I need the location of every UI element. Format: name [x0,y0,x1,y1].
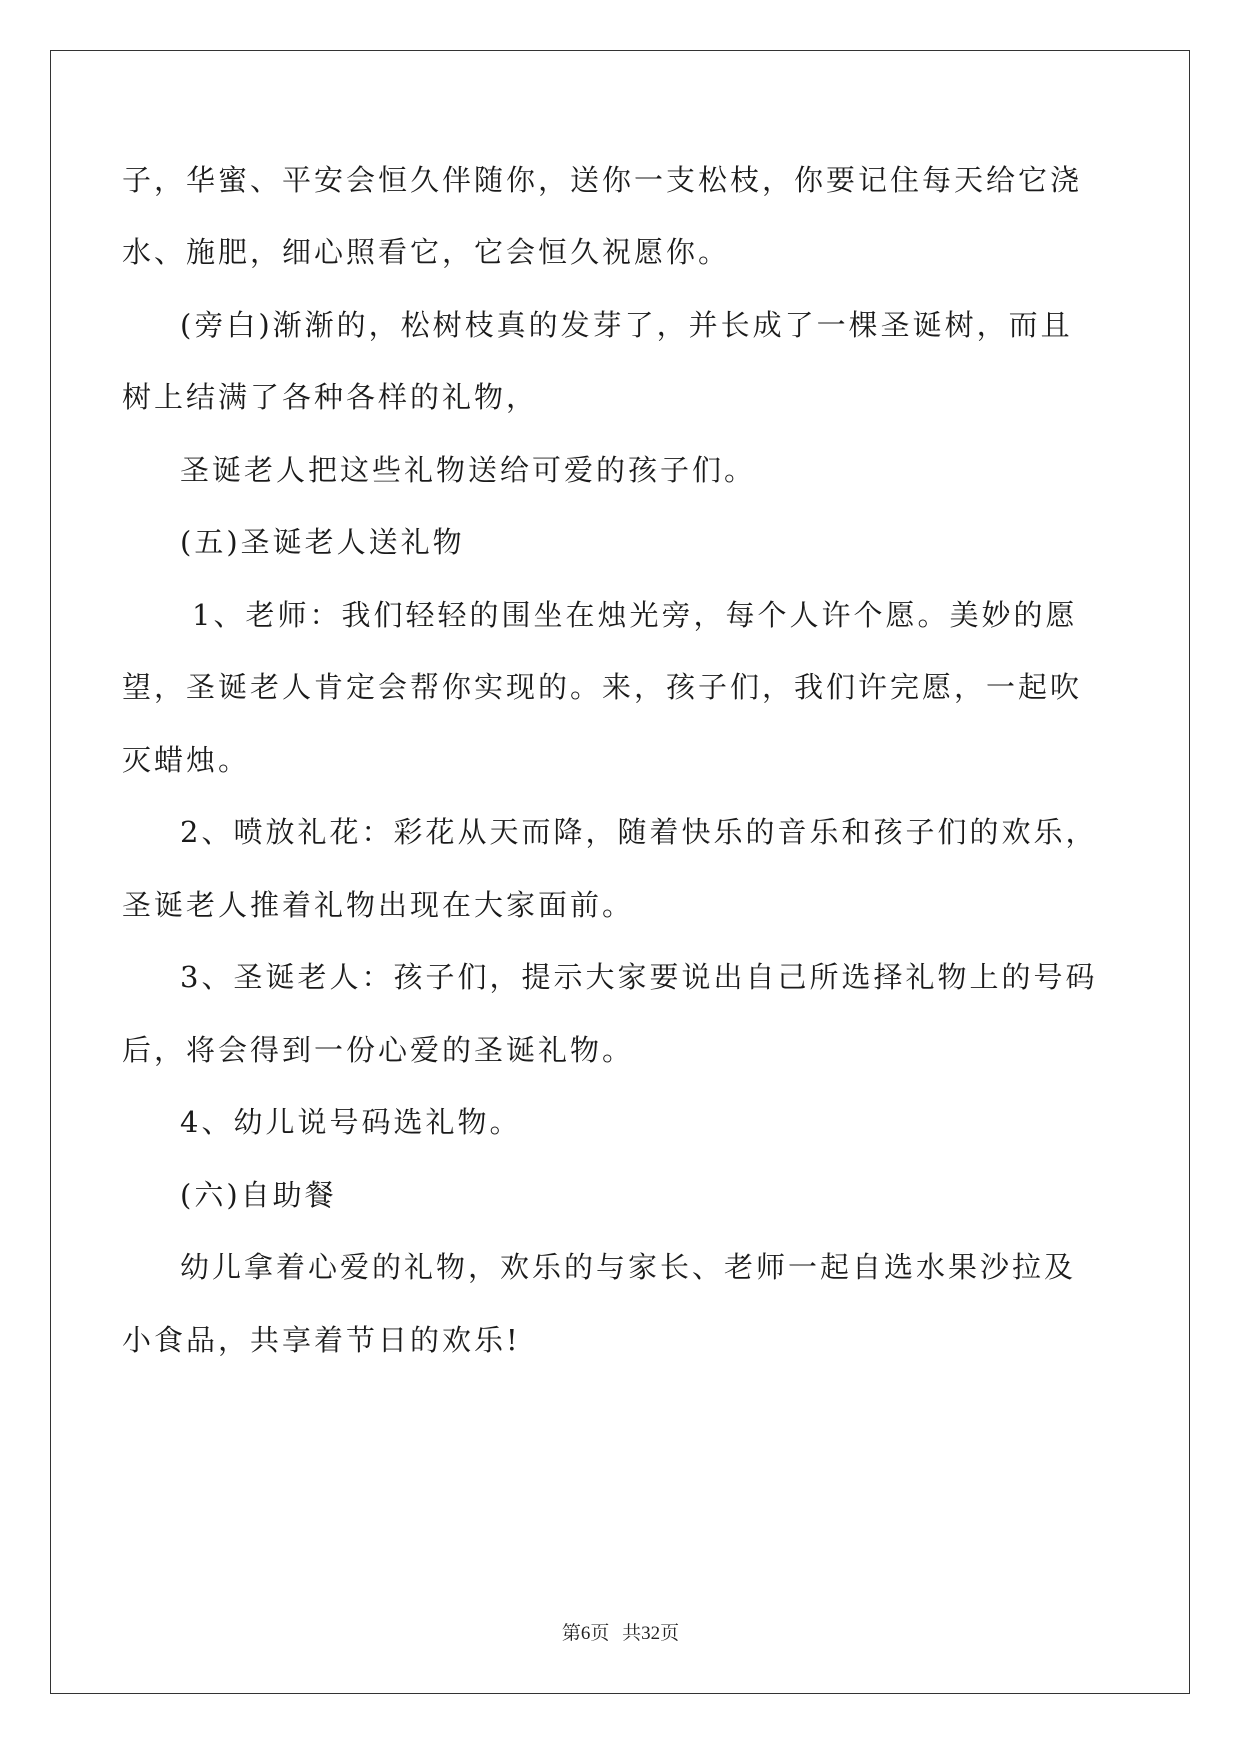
page-number: 第6页 [561,1623,610,1644]
text-line: 树上结满了各种各样的礼物， [122,380,539,414]
text-line: 幼儿拿着心爱的礼物，欢乐的与家长、老师一起自选水果沙拉及 [180,1250,1077,1284]
page-total: 共32页 [622,1623,680,1644]
text-line: 后，将会得到一份心爱的圣诞礼物。 [122,1033,635,1067]
text-line: 子，华蜜、平安会恒久伴随你，送你一支松枝，你要记住每天给它浇 [122,163,1083,197]
text-line: 2、喷放礼花：彩花从天而降，随着快乐的音乐和孩子们的欢乐， [180,815,1098,849]
text-line: 圣诞老人推着礼物出现在大家面前。 [122,888,635,922]
text-line: 望，圣诞老人肯定会帮你实现的。来，孩子们，我们许完愿，一起吹 [122,670,1083,704]
text-line: 1、老师：我们轻轻的围坐在烛光旁，每个人许个愿。美妙的愿 [192,598,1078,632]
text-line: 圣诞老人把这些礼物送给可爱的孩子们。 [180,453,757,487]
text-line: 4、幼儿说号码选礼物。 [180,1105,522,1139]
text-line: 水、施肥，细心照看它，它会恒久祝愿你。 [122,235,731,269]
text-line: 3、圣诞老人：孩子们，提示大家要说出自己所选择礼物上的号码 [180,960,1098,994]
text-line: 小食品，共享着节日的欢乐! [122,1323,521,1357]
section-heading: (五)圣诞老人送礼物 [180,525,465,559]
page-footer [0,1618,1241,1645]
text-line: 灭蜡烛。 [122,743,251,777]
page-border [50,50,1190,1694]
text-line: (旁白)渐渐的，松树枝真的发芽了，并长成了一棵圣诞树，而且 [180,308,1073,342]
section-heading: (六)自助餐 [180,1178,337,1212]
